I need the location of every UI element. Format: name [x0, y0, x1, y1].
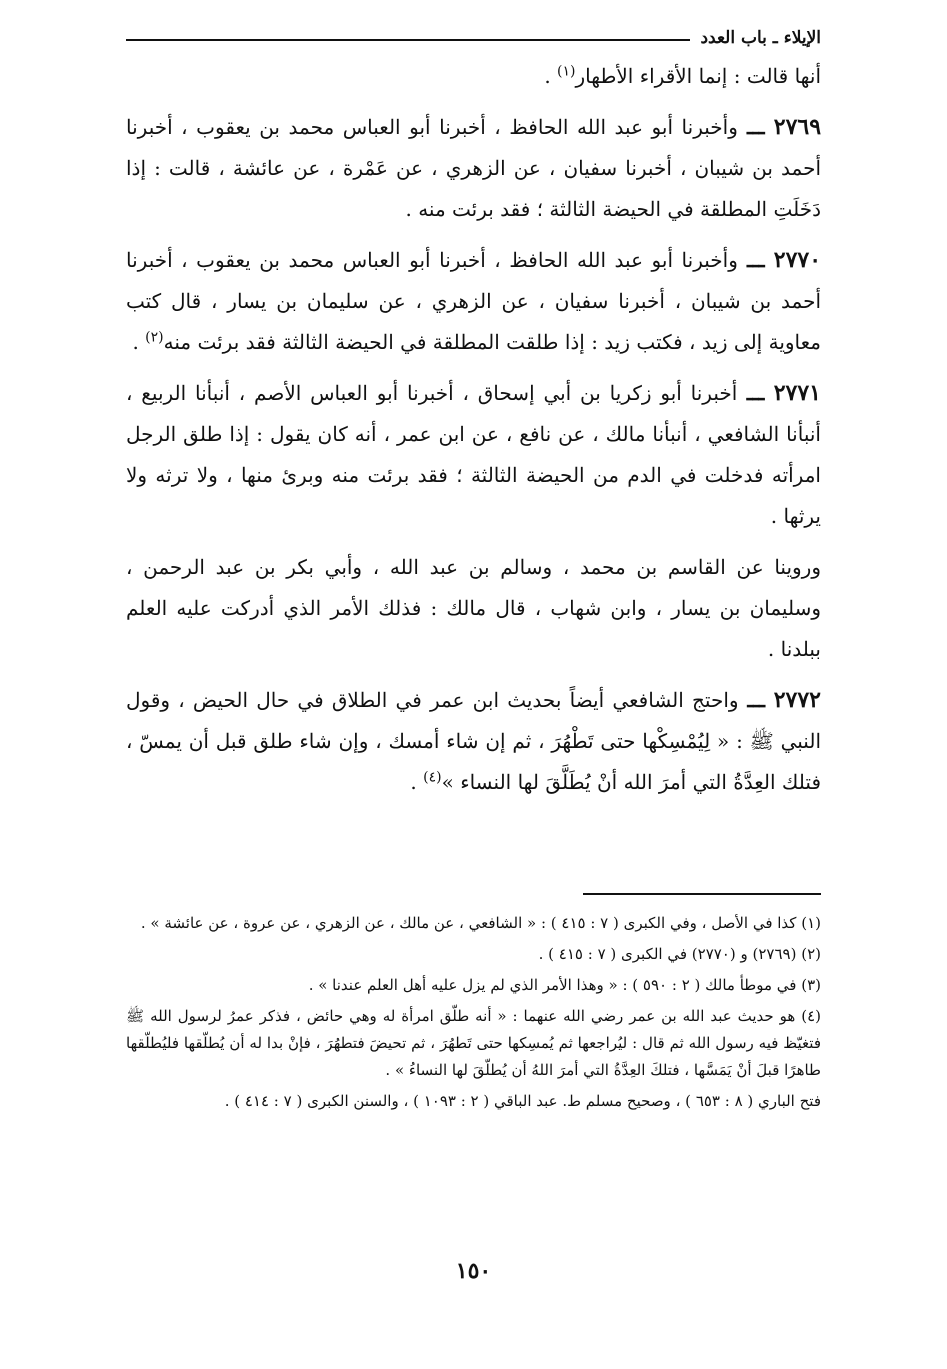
footnote-4: (٤) هو حديث عبد الله بن عمر رضي الله عنهما : « أنه طلّق امرأة له وهي حائض ، فذكر عمرُ لرسول الله ﷺ فتغيّظ فيه رسول الله ثم قال : ليُراجعها ثم يُمسِكها حتى تَطهُرَ ، ثم تحيضَ فتطهُرَ ، فإنْ بدا له أن يُطلّقها فليُطلّقها طاهرًا قبلَ أنْ يَمَسَّها ، فتلكَ العِدَّةُ التي أمرَ اللهُ أن يُطلّقَ لها النساءُ » .: [126, 1007, 821, 1079]
footnote-ref: (١): [557, 63, 576, 80]
hadith-2769: ٢٧٦٩ ـــ وأخبرنا أبو عبد الله الحافظ ، أخبرنا أبو العباس محمد بن يعقوب ، أخبرنا أحمد بن شيبان ، أخبرنا سفيان ، عن الزهري ، عن عَمْرة ، عن عائشة ، قالت : إذا دَخَلَتِ المطلقة في الحيضة الثالثة ؛ فقد برئت منه .: [126, 114, 822, 221]
header-rule: [126, 39, 690, 41]
footnote-divider: [583, 893, 821, 895]
footnote-ref: (٢): [145, 329, 164, 346]
footnote-ref: (٤): [423, 769, 442, 786]
page-number: ١٥٠: [455, 1258, 492, 1284]
hadith-number: ٢٧٧١: [773, 380, 821, 406]
footnote-3: (٣) في موطأ مالك ( ٢ : ٥٩٠ ) : « وهذا الأمر الذي لم يزل عليه أهل العلم عندنا » .: [308, 976, 821, 994]
header-title: الإيلاء ـ باب العدد: [700, 28, 821, 48]
hadith-number: ٢٧٧٠: [773, 247, 822, 273]
main-text: [126, 56, 821, 813]
hadith-2771: ٢٧٧١ ـــ أخبرنا أبو زكريا بن أبي إسحاق ، أخبرنا أبو العباس الأصم ، أنبأنا الربيع ، أنبأنا الشافعي ، أنبأنا مالك ، عن نافع ، عن ابن عمر ، أنه كان يقول : إذا طلق الرجل امرأته فدخلت في الدم من الحيضة الثالثة ؛ فقد برئت منه وبرئ منها ، ولا ترثه ولا يرثها .: [126, 380, 821, 528]
footnote-1: (١) كذا في الأصل ، وفي الكبرى ( ٧ : ٤١٥ ) : « الشافعي ، عن مالك ، عن الزهري ، عن عروة ، عن عائشة » .: [140, 914, 821, 932]
narration-paragraph: وروينا عن القاسم بن محمد ، وسالم بن عبد الله ، وأبي بكر بن عبد الرحمن ، وسليمان بن يسار ، وابن شهاب ، قال مالك : فذلك الأمر الذي أدركت عليه العلم ببلدنا .: [126, 555, 821, 661]
hadith-number: ٢٧٦٩: [773, 114, 822, 140]
hadith-2770: ٢٧٧٠ ـــ وأخبرنا أبو عبد الله الحافظ ، أخبرنا أبو العباس محمد بن يعقوب ، أخبرنا أحمد بن شيبان ، أخبرنا سفيان ، عن الزهري ، عن سليمان بن يسار ، قال كتب معاوية إلى زيد ، فكتب زيد : إذا طلقت المطلقة في الحيضة الثالثة فقد برئت منه$^{(٢)}$ .: [126, 247, 822, 354]
footnote-2: (٢) (٢٧٦٩) و (٢٧٧٠) في الكبرى ( ٧ : ٤١٥ ) .: [538, 945, 821, 963]
hadith-2772: ٢٧٧٢ ـــ واحتج الشافعي أيضاً بحديث ابن عمر في الطلاق في حال الحيض ، وقول النبي ﷺ : « لِيُمْسِكْها حتى تَطْهُرَ ، ثم إن شاء أمسك ، وإن شاء طلق قبل أن يمسّ ، فتلك العِدَّةُ التي أمرَ الله أنْ يُطَلَّقَ لها النساء »$^{(٤)}$ .: [126, 687, 821, 794]
footnote-4-sources: فتح الباري ( ٨ : ٦٥٣ ) ، وصحيح مسلم ط. عبد الباقي ( ٢ : ١٠٩٣ ) ، والسنن الكبرى ( ٧ : ٤١٤ ) .: [224, 1092, 821, 1110]
paragraph-continuation: أنها قالت : إنما الأقراء الأطهار$^{(١)}$ .: [544, 63, 821, 88]
hadith-number: ٢٧٧٢: [773, 687, 821, 713]
running-header: [126, 28, 821, 48]
footnotes: [126, 910, 821, 1119]
